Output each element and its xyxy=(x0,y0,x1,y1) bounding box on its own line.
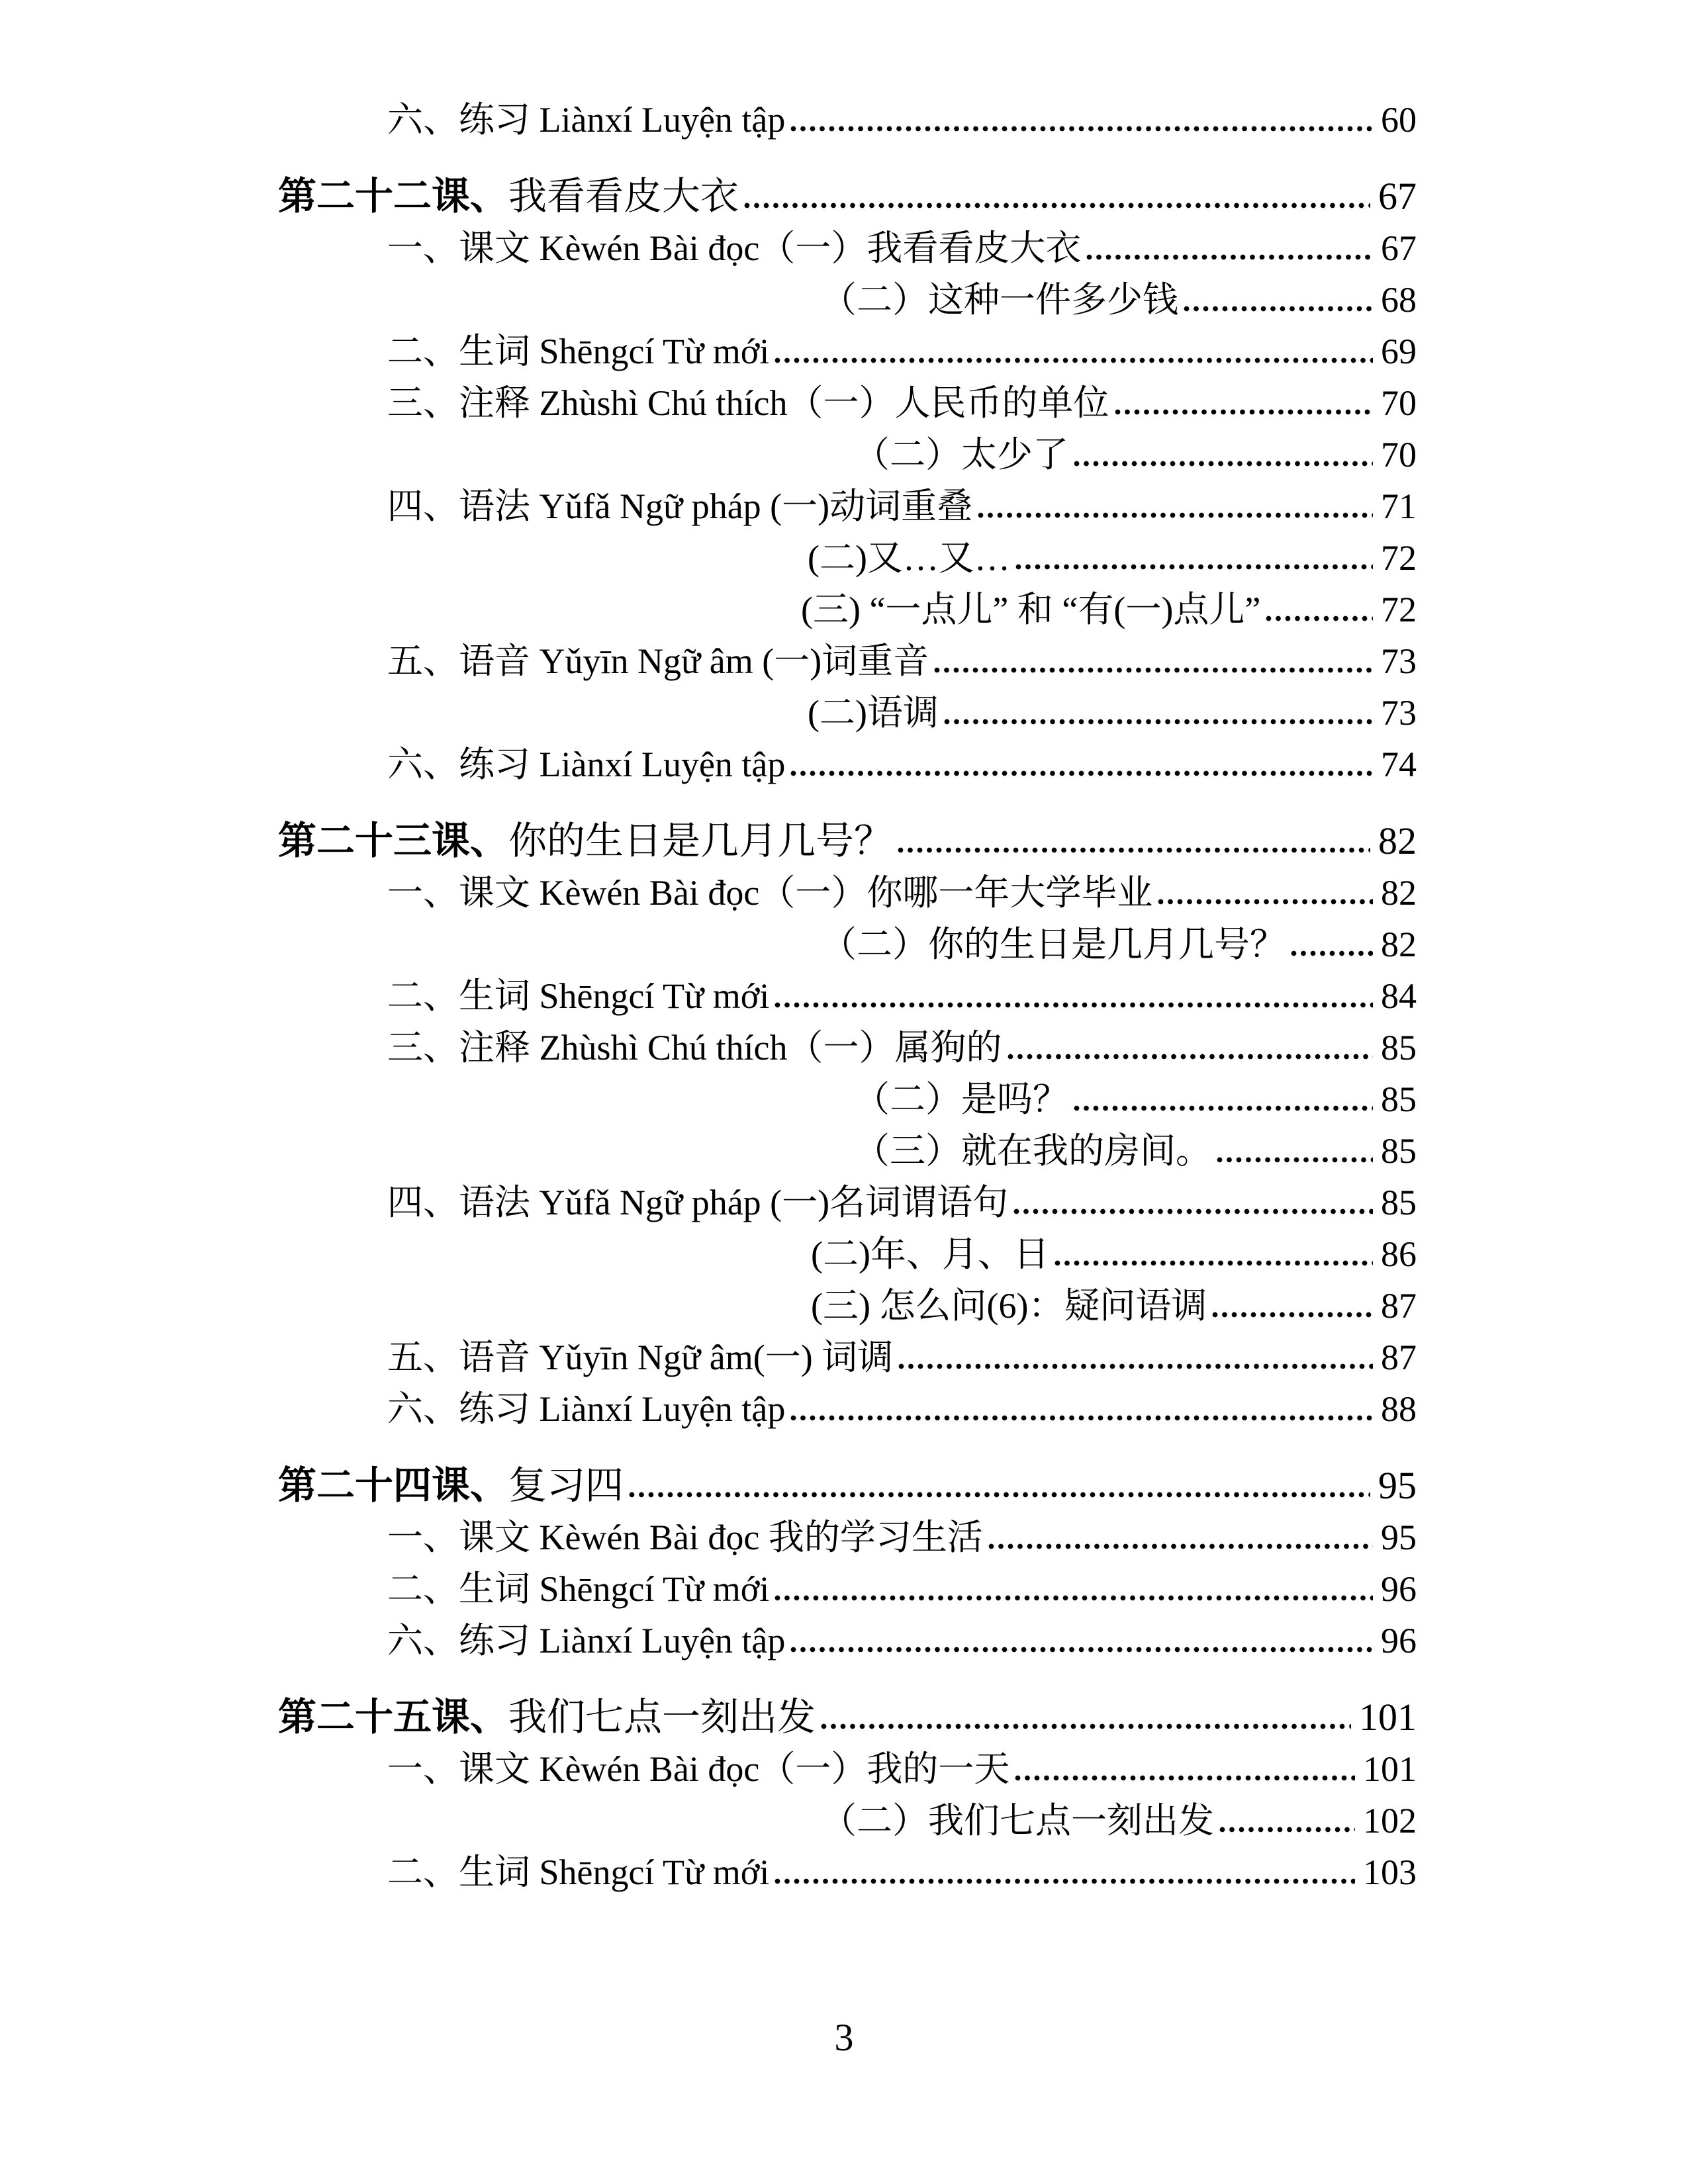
toc-entry-text: (三) 怎么问(6)：疑问语调 xyxy=(811,1286,1207,1326)
toc-row xyxy=(278,739,1417,790)
toc-page-number: 85 xyxy=(1381,1183,1417,1222)
toc-row xyxy=(278,1743,1417,1795)
dot-leader xyxy=(944,717,1373,726)
toc-entry-text: 一、课文 Kèwén Bài đọc（一）我的一天 xyxy=(387,1749,1010,1789)
toc-row xyxy=(278,1228,1417,1280)
toc-page-number: 60 xyxy=(1381,100,1417,140)
toc-entry-text xyxy=(278,815,892,867)
toc-page-number: 95 xyxy=(1378,1464,1417,1507)
dot-leader xyxy=(1008,1052,1374,1061)
toc-entry-text: 一、课文 Kèwén Bài đọc（一）你哪一年大学毕业 xyxy=(387,873,1153,913)
toc-page-number: 96 xyxy=(1381,1569,1417,1609)
chapter-title: 我看看皮大衣 xyxy=(508,175,739,218)
dot-leader xyxy=(1217,1156,1373,1164)
toc-entry-text: 五、语音 Yǔyīn Ngữ âm (一)词重音 xyxy=(387,641,929,681)
toc-entry-text: (三) “一点儿” 和 “有(一)点儿” xyxy=(801,590,1261,629)
toc-page-number: 85 xyxy=(1381,1079,1417,1119)
toc-entry-text: 六、练习 Liànxí Luyện tập xyxy=(387,100,786,140)
dot-leader xyxy=(790,124,1373,133)
toc-row xyxy=(278,1177,1417,1228)
dot-leader xyxy=(1266,614,1373,623)
toc-row xyxy=(278,970,1417,1022)
dot-leader xyxy=(821,1722,1351,1731)
toc-row xyxy=(278,687,1417,739)
dot-leader xyxy=(1158,897,1373,906)
toc-page-number: 69 xyxy=(1381,332,1417,371)
toc-chapter-row xyxy=(278,171,1417,222)
toc-entry-text: （三）就在我的房间。 xyxy=(854,1131,1211,1171)
dot-leader xyxy=(774,1001,1373,1009)
toc-page-number: 67 xyxy=(1378,175,1417,218)
dot-leader xyxy=(898,846,1370,854)
toc-row xyxy=(278,584,1417,635)
toc-page-number: 101 xyxy=(1363,1749,1417,1789)
dot-leader xyxy=(988,1542,1373,1551)
toc-entry-text: （二）太少了 xyxy=(854,435,1068,475)
toc-row xyxy=(278,326,1417,377)
toc-chapter-row xyxy=(278,1692,1417,1743)
toc-entry-text: 二、生词 Shēngcí Từ mới xyxy=(387,1569,770,1609)
toc-entry-text: (二)年、月、日 xyxy=(811,1234,1049,1274)
toc-row xyxy=(278,480,1417,532)
toc-page-number: 74 xyxy=(1381,745,1417,784)
toc-row xyxy=(278,1512,1417,1563)
toc-page-number: 103 xyxy=(1363,1852,1417,1892)
toc-row xyxy=(278,919,1417,970)
toc-row xyxy=(278,1563,1417,1615)
toc-row xyxy=(278,867,1417,919)
toc-row xyxy=(278,1615,1417,1666)
toc-chapter-row xyxy=(278,815,1417,867)
toc-row xyxy=(278,1125,1417,1177)
toc-page-number: 96 xyxy=(1381,1621,1417,1661)
dot-leader xyxy=(774,356,1373,365)
toc-entry-text xyxy=(278,1460,624,1512)
toc-page-number: 70 xyxy=(1381,435,1417,475)
toc-page-number: 73 xyxy=(1381,641,1417,681)
toc-page-number: 82 xyxy=(1381,873,1417,913)
toc-row xyxy=(278,1073,1417,1125)
dot-leader xyxy=(774,1877,1355,1886)
toc-page-number: 87 xyxy=(1381,1286,1417,1326)
toc-page-number: 87 xyxy=(1381,1338,1417,1377)
toc-row xyxy=(278,94,1417,146)
dot-leader xyxy=(1115,408,1374,416)
dot-leader xyxy=(1219,1825,1355,1834)
toc-entry-text: 二、生词 Shēngcí Từ mới xyxy=(387,976,770,1016)
toc-entry-text: （二）这种一件多少钱 xyxy=(821,280,1178,320)
toc-entry-text: (二)语调 xyxy=(808,693,939,733)
toc-entry-text: （二）我们七点一刻出发 xyxy=(821,1801,1214,1841)
toc-row xyxy=(278,532,1417,584)
toc-page-number: 71 xyxy=(1381,486,1417,526)
chapter-number-label: 第二十三课、 xyxy=(278,819,509,862)
dot-leader xyxy=(629,1490,1370,1499)
toc-row xyxy=(278,377,1417,429)
toc-page-number: 102 xyxy=(1363,1801,1417,1841)
dot-leader xyxy=(774,1594,1373,1602)
toc-row xyxy=(278,1332,1417,1383)
chapter-number-label: 第二十四课、 xyxy=(278,1464,509,1507)
dot-leader xyxy=(1291,949,1373,958)
toc-page-number: 72 xyxy=(1381,538,1417,578)
dot-leader xyxy=(898,1362,1373,1371)
toc-entry-text: （二）是吗？ xyxy=(854,1079,1068,1119)
toc-entry-text: 三、注释 Zhùshì Chú thích（一）属狗的 xyxy=(387,1028,1002,1068)
dot-leader xyxy=(790,769,1373,778)
dot-leader xyxy=(744,201,1370,210)
toc-entry-text: 六、练习 Liànxí Luyện tập xyxy=(387,1389,786,1429)
toc-row xyxy=(278,635,1417,687)
toc-entry-text xyxy=(278,1692,816,1743)
toc-entry-text: 三、注释 Zhùshì Chú thích（一）人民币的单位 xyxy=(387,383,1109,423)
toc-page-number: 68 xyxy=(1381,280,1417,320)
dot-leader xyxy=(1074,459,1373,468)
toc-entry-text: 六、练习 Liànxí Luyện tập xyxy=(387,745,786,784)
toc-page-number: 95 xyxy=(1381,1518,1417,1557)
toc-page-number: 88 xyxy=(1381,1389,1417,1429)
toc-row xyxy=(278,1846,1417,1898)
toc-entry-text: 四、语法 Yǔfǎ Ngữ pháp (一)名词谓语句 xyxy=(387,1183,1009,1222)
toc-row xyxy=(278,1022,1417,1073)
toc-page-number: 82 xyxy=(1381,925,1417,964)
dot-leader xyxy=(790,1645,1373,1654)
dot-leader xyxy=(1015,1774,1355,1782)
toc-entry-text xyxy=(278,171,739,222)
toc-entry-text: 六、练习 Liànxí Luyện tập xyxy=(387,1621,786,1661)
dot-leader xyxy=(1184,304,1373,313)
toc-row xyxy=(278,222,1417,274)
dot-leader xyxy=(1074,1104,1373,1113)
toc-entry-text: (二)又…又… xyxy=(808,538,1010,578)
toc-page-number: 67 xyxy=(1381,228,1417,268)
toc-row xyxy=(278,1383,1417,1435)
toc-page-number: 73 xyxy=(1381,693,1417,733)
chapter-title: 复习四 xyxy=(508,1464,624,1507)
dot-leader xyxy=(978,511,1373,520)
footer-page-number: 3 xyxy=(834,2016,854,2059)
toc-page-number: 85 xyxy=(1381,1131,1417,1171)
chapter-title: 你的生日是几月几号？ xyxy=(508,819,893,862)
toc-page-number: 72 xyxy=(1381,590,1417,629)
toc-page-number: 82 xyxy=(1378,819,1417,862)
toc-entry-text: 二、生词 Shēngcí Từ mới xyxy=(387,1852,770,1892)
chapter-number-label: 第二十二课、 xyxy=(278,175,509,218)
dot-leader xyxy=(790,1414,1373,1422)
toc-entry-text: （二）你的生日是几月几号？ xyxy=(821,925,1286,964)
toc-entry-text: 一、课文 Kèwén Bài đọc 我的学习生活 xyxy=(387,1518,983,1557)
toc-row xyxy=(278,1280,1417,1332)
dot-leader xyxy=(934,666,1373,674)
dot-leader xyxy=(1015,563,1373,571)
toc-entry-text: 二、生词 Shēngcí Từ mới xyxy=(387,332,770,371)
chapter-number-label: 第二十五课、 xyxy=(278,1696,509,1739)
dot-leader xyxy=(1055,1259,1373,1267)
toc-page-number: 85 xyxy=(1381,1028,1417,1068)
chapter-title: 我们七点一刻出发 xyxy=(508,1696,816,1739)
toc-row xyxy=(278,274,1417,326)
toc-row xyxy=(278,429,1417,480)
toc-page-number: 70 xyxy=(1381,383,1417,423)
dot-leader xyxy=(1086,253,1373,261)
toc-row xyxy=(278,1795,1417,1846)
dot-leader xyxy=(1013,1207,1373,1216)
table-of-contents xyxy=(278,94,1417,1898)
toc-page-number: 86 xyxy=(1381,1234,1417,1274)
toc-page-number: 84 xyxy=(1381,976,1417,1016)
toc-entry-text: 四、语法 Yǔfǎ Ngữ pháp (一)动词重叠 xyxy=(387,486,973,526)
toc-page-number: 101 xyxy=(1359,1696,1417,1739)
dot-leader xyxy=(1212,1310,1373,1319)
toc-chapter-row xyxy=(278,1460,1417,1512)
toc-entry-text: 一、课文 Kèwén Bài đọc（一）我看看皮大衣 xyxy=(387,228,1082,268)
toc-entry-text: 五、语音 Yǔyīn Ngữ âm(一) 词调 xyxy=(387,1338,894,1377)
